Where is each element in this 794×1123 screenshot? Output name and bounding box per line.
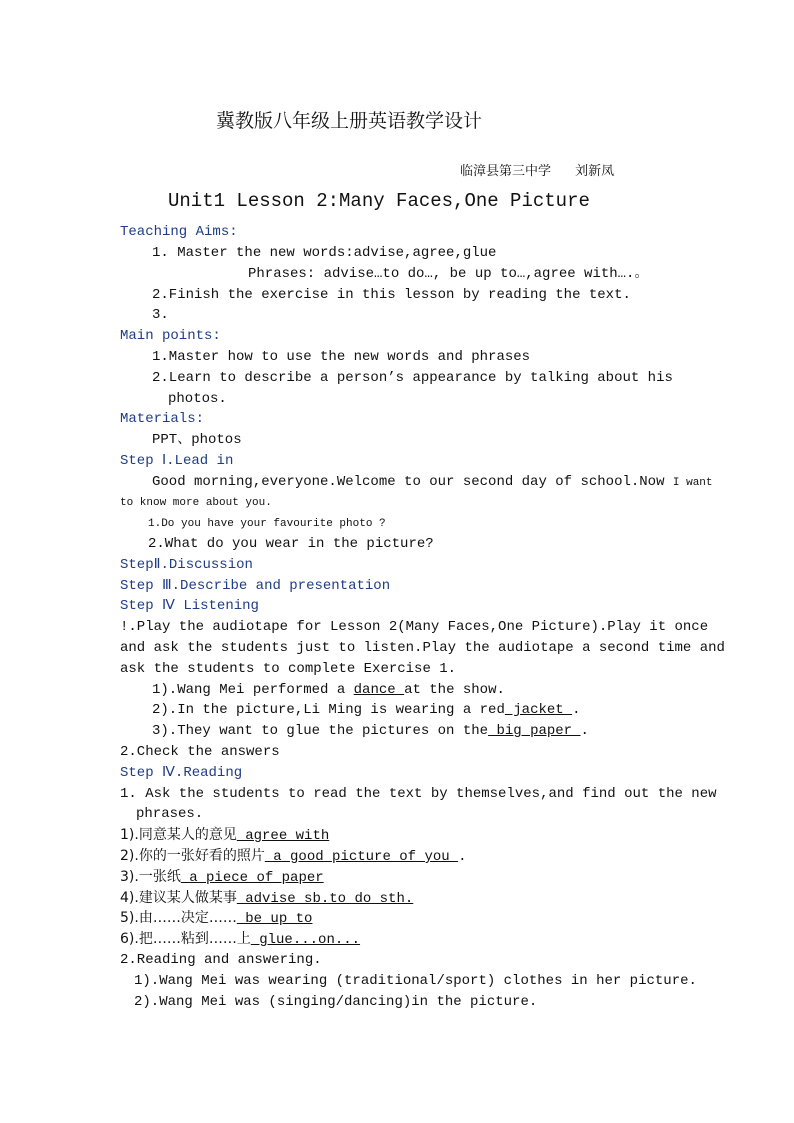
exercise-1 <box>152 681 505 699</box>
exercise-2-answer: jacket <box>504 702 573 718</box>
author-name: 刘新凤 <box>575 164 615 179</box>
check-answers: 2.Check the answers <box>120 744 280 760</box>
step4-para-2: and ask the students just to listen.Play the audiotape a second time and <box>120 640 725 656</box>
phrase-row-1 <box>120 826 329 845</box>
exercise-2-tail: . <box>572 702 581 718</box>
phrase-4-chinese: 4).建议某人做某事 <box>120 890 237 906</box>
exercise-2-text: 2).In the picture,Li Ming is wearing a red <box>152 702 505 718</box>
exercise-1-text: 1).Wang Mei performed a <box>152 682 354 698</box>
phrase-row-3 <box>120 868 324 887</box>
phrase-5-answer: be up to <box>236 911 313 927</box>
answer-item-2: 2).Wang Mei was (singing/dancing)in the picture. <box>134 994 538 1010</box>
phrase-row-2 <box>120 847 466 866</box>
step1-line1 <box>152 473 713 492</box>
step1-line2: to know more about you. <box>120 497 272 509</box>
phrase-6-chinese: 6).把……粘到……上 <box>120 931 251 947</box>
phrase-6-answer: glue...on... <box>250 932 361 948</box>
step2-heading: StepⅡ.Discussion <box>120 557 253 573</box>
phrase-row-6 <box>120 930 360 949</box>
step4-para-1: !.Play the audiotape for Lesson 2(Many Faces,One Picture).Play it once <box>120 619 709 635</box>
phrase-row-4 <box>120 889 413 908</box>
step4-heading: Step Ⅳ Listening <box>120 598 259 614</box>
main-point-2: 2.Learn to describe a person’s appearance by talking about his <box>152 370 673 386</box>
step3-heading: Step Ⅲ.Describe and presentation <box>120 578 391 594</box>
main-point-1: 1.Master how to use the new words and phrases <box>152 349 531 365</box>
phrase-row-5 <box>120 909 312 928</box>
teaching-aims-heading: Teaching Aims: <box>120 224 238 240</box>
phrase-3-answer: a piece of paper <box>180 870 324 886</box>
step5-heading: Step Ⅳ.Reading <box>120 765 243 781</box>
main-points-heading: Main points: <box>120 328 221 344</box>
reading-para-2: 2.Reading and answering. <box>120 952 322 968</box>
phrase-3-chinese: 3).一张纸 <box>120 869 181 885</box>
step1-line1-main: Good morning,everyone.Welcome to our second day of school.Now <box>152 474 665 490</box>
exercise-2 <box>152 701 580 719</box>
step1-line1-small: I want <box>672 477 713 489</box>
step4-para-3: ask the students to complete Exercise 1. <box>120 661 457 677</box>
exercise-3-tail: . <box>580 723 589 739</box>
phrase-2-tail: . <box>458 849 467 865</box>
exercise-1-tail: at the show. <box>404 682 505 698</box>
exercise-3-text: 3).They want to glue the pictures on the <box>152 723 489 739</box>
phrase-1-chinese: 1).同意某人的意见 <box>120 827 237 843</box>
aim-phrases: Phrases: advise…to do…, be up to…,agree with….。 <box>248 266 649 282</box>
main-point-2-cont: photos. <box>168 391 227 407</box>
phrase-2-chinese: 2).你的一张好看的照片 <box>120 848 265 864</box>
aim-item-1: 1. Master the new words:advise,agree,glue <box>152 245 497 261</box>
aim-item-3: 3. <box>152 307 169 323</box>
phrase-2-answer: a good picture of you <box>264 849 459 865</box>
phrase-5-chinese: 5).由……决定…… <box>120 910 237 926</box>
phrase-1-answer: agree with <box>236 828 330 844</box>
step1-question-2: 2.What do you wear in the picture? <box>148 536 434 552</box>
reading-para-1-cont: phrases. <box>136 806 204 822</box>
materials-text: PPT、photos <box>152 432 242 448</box>
materials-heading: Materials: <box>120 411 205 427</box>
reading-para-1: 1. Ask the students to read the text by themselves,and find out the new <box>120 786 717 802</box>
lesson-title: Unit1 Lesson 2:Many Faces,One Picture <box>168 190 590 212</box>
answer-item-1: 1).Wang Mei was wearing (traditional/sport) clothes in her picture. <box>134 973 697 989</box>
exercise-3-answer: big paper <box>488 723 581 739</box>
document-title: 冀教版八年级上册英语教学设计 <box>216 110 483 132</box>
exercise-1-answer: dance <box>353 682 405 698</box>
step1-heading: Step Ⅰ.Lead in <box>120 453 234 469</box>
aim-item-2: 2.Finish the exercise in this lesson by reading the text. <box>152 287 631 303</box>
step1-question-1: 1.Do you have your favourite photo ? <box>148 518 386 530</box>
author-line <box>460 160 634 179</box>
school-name: 临漳县第三中学 <box>460 164 552 179</box>
exercise-3 <box>152 722 589 740</box>
phrase-4-answer: advise sb.to do sth. <box>236 891 414 907</box>
